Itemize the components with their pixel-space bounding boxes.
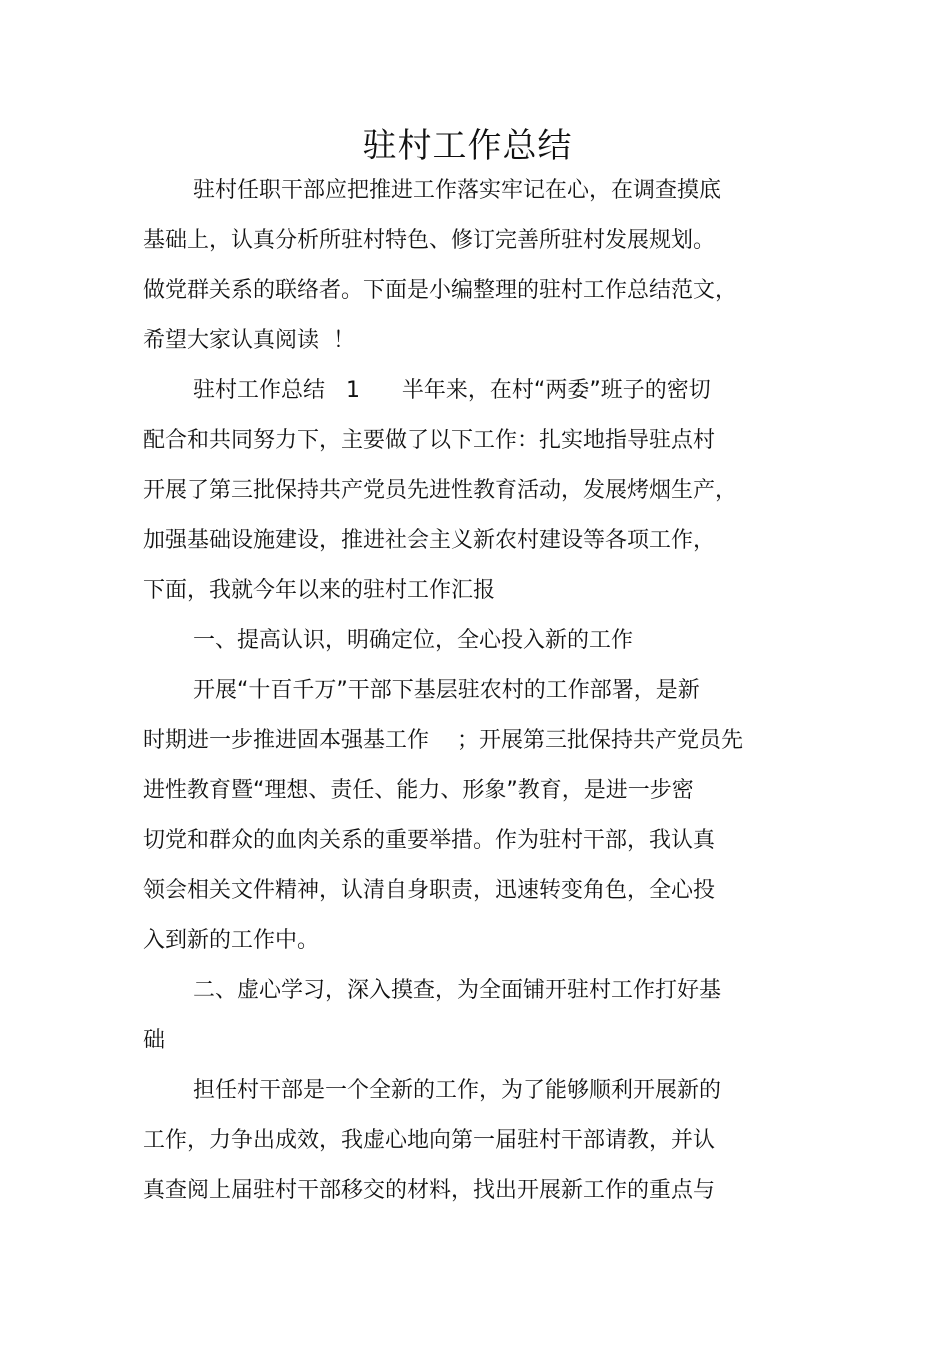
body-line: 入到新的工作中。 <box>143 928 320 953</box>
body-line: 配合和共同努力下，主要做了以下工作：扎实地指导驻点村 <box>143 428 716 453</box>
section-heading-continued: 础 <box>143 1028 166 1053</box>
section-heading: 一、提高认识，明确定位，全心投入新的工作 <box>193 628 634 653</box>
body-line: 做党群关系的联络者。下面是小编整理的驻村工作总结范文， <box>143 278 738 303</box>
body-line: 下面，我就今年以来的驻村工作汇报 <box>143 578 496 603</box>
body-line: 工作，力争出成效，我虚心地向第一届驻村干部请教，并认 <box>143 1128 716 1153</box>
document-title: 驻村工作总结 <box>362 126 573 166</box>
body-line: 担任村干部是一个全新的工作，为了能够顺利开展新的 <box>193 1078 722 1103</box>
section-heading: 二、虚心学习，深入摸查，为全面铺开驻村工作打好基 <box>193 978 722 1003</box>
body-line: 领会相关文件精神，认清自身职责，迅速转变角色，全心投 <box>143 878 716 903</box>
body-line: 真查阅上届驻村干部移交的材料，找出开展新工作的重点与 <box>143 1178 716 1203</box>
body-line: 驻村任职干部应把推进工作落实牢记在心，在调查摸底 <box>193 178 722 203</box>
body-line: 驻村工作总结 1 半年来，在村“两委”班子的密切 <box>193 378 711 403</box>
body-line: 开展了第三批保持共产党员先进性教育活动，发展烤烟生产， <box>143 478 738 503</box>
body-line: 希望大家认真阅读 ！ <box>143 328 355 353</box>
body-line: 加强基础设施建设，推进社会主义新农村建设等各项工作， <box>143 528 716 553</box>
body-line: 基础上，认真分析所驻村特色、修订完善所驻村发展规划。 <box>143 228 716 253</box>
body-line: 开展“十百千万”干部下基层驻农村的工作部署，是新 <box>193 678 700 703</box>
body-line: 切党和群众的血肉关系的重要举措。作为驻村干部，我认真 <box>143 828 716 853</box>
body-line: 进性教育暨“理想、责任、能力、形象”教育，是进一步密 <box>143 778 694 803</box>
body-line: 时期进一步推进固本强基工作 ；开展第三批保持共产党员先 <box>143 728 743 753</box>
